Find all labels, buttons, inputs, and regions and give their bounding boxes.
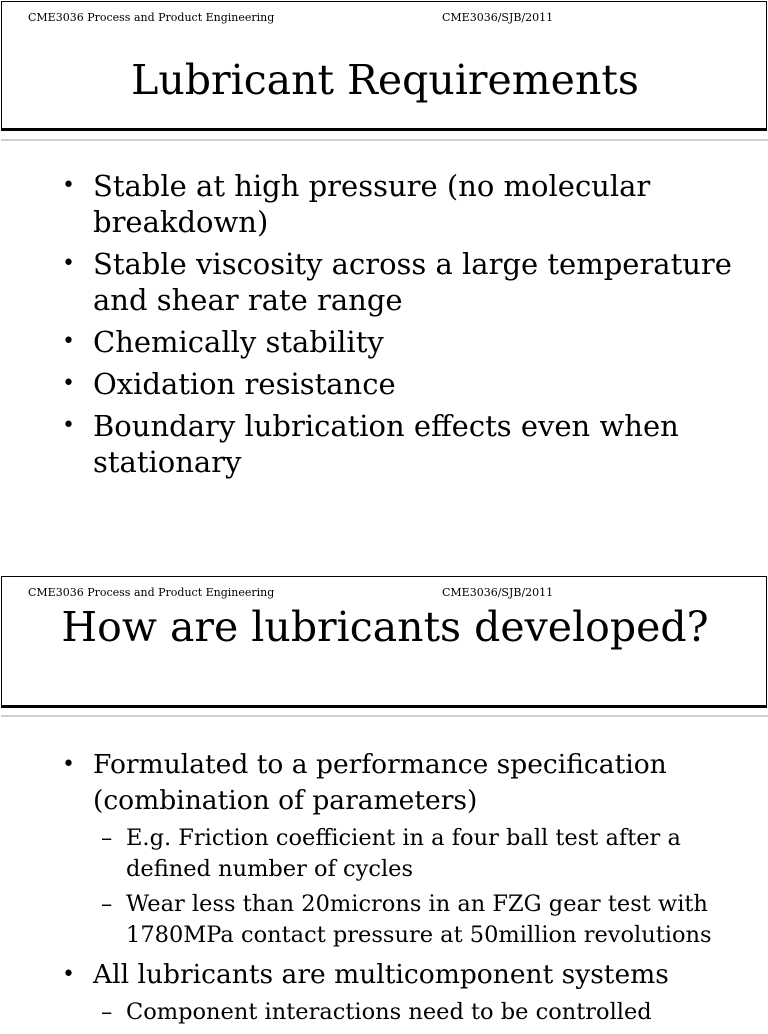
bullet-item — [60, 246, 740, 318]
title-divider — [1, 139, 768, 141]
sub-bullet-item — [93, 823, 740, 885]
slide-title: Lubricant Requirements — [131, 56, 639, 104]
bullet-text: Stable viscosity across a large temperature and shear rate range — [93, 247, 732, 317]
bullet-text: Stable at high pressure (no molecular breakdown) — [93, 169, 651, 239]
bullet-icon: • — [62, 251, 75, 276]
title-frame — [1, 1, 767, 131]
bullet-item — [60, 366, 740, 402]
dash-icon: – — [101, 825, 113, 851]
bullet-item — [60, 408, 740, 480]
dash-icon: – — [101, 891, 113, 917]
bullet-list — [60, 168, 740, 486]
dash-icon: – — [101, 999, 113, 1025]
sub-bullet-item — [93, 889, 740, 951]
sub-bullet-text: Wear less than 20microns in an FZG gear test with 1780MPa contact pressure at 50million revolutions — [126, 891, 712, 948]
bullet-item — [60, 168, 740, 240]
bullet-text: Formulated to a performance specification (combination of parameters) — [93, 749, 667, 816]
slide-lubricant-development — [0, 575, 768, 1024]
bullet-text: Boundary lubrication effects even when stationary — [93, 409, 679, 479]
course-code-header: CME3036/SJB/2011 — [442, 586, 554, 599]
sub-bullet-item — [93, 997, 740, 1028]
bullet-icon: • — [62, 371, 75, 396]
sub-bullet-list — [93, 997, 740, 1028]
course-name-header: CME3036 Process and Product Engineering — [28, 11, 275, 24]
bullet-item — [60, 747, 740, 951]
bullet-icon: • — [62, 413, 75, 438]
course-name-header: CME3036 Process and Product Engineering — [28, 586, 275, 599]
bullet-icon: • — [62, 962, 75, 987]
title-divider — [1, 715, 768, 717]
bullet-text: Chemically stability — [93, 325, 384, 359]
sub-bullet-text: Component interactions need to be controlled — [126, 999, 652, 1025]
title-frame — [1, 576, 767, 708]
bullet-item — [60, 324, 740, 360]
bullet-text: Oxidation resistance — [93, 367, 396, 401]
bullet-text: All lubricants are multicomponent systems — [93, 959, 669, 990]
bullet-list — [60, 747, 740, 1034]
bullet-icon: • — [62, 173, 75, 198]
slide-title: How are lubricants developed? — [61, 603, 709, 651]
course-code-header: CME3036/SJB/2011 — [442, 11, 554, 24]
bullet-icon: • — [62, 329, 75, 354]
bullet-item — [60, 957, 740, 1028]
sub-bullet-list — [93, 823, 740, 951]
sub-bullet-text: E.g. Friction coefficient in a four ball test after a defined number of cycles — [126, 825, 681, 882]
bullet-icon: • — [62, 752, 75, 777]
